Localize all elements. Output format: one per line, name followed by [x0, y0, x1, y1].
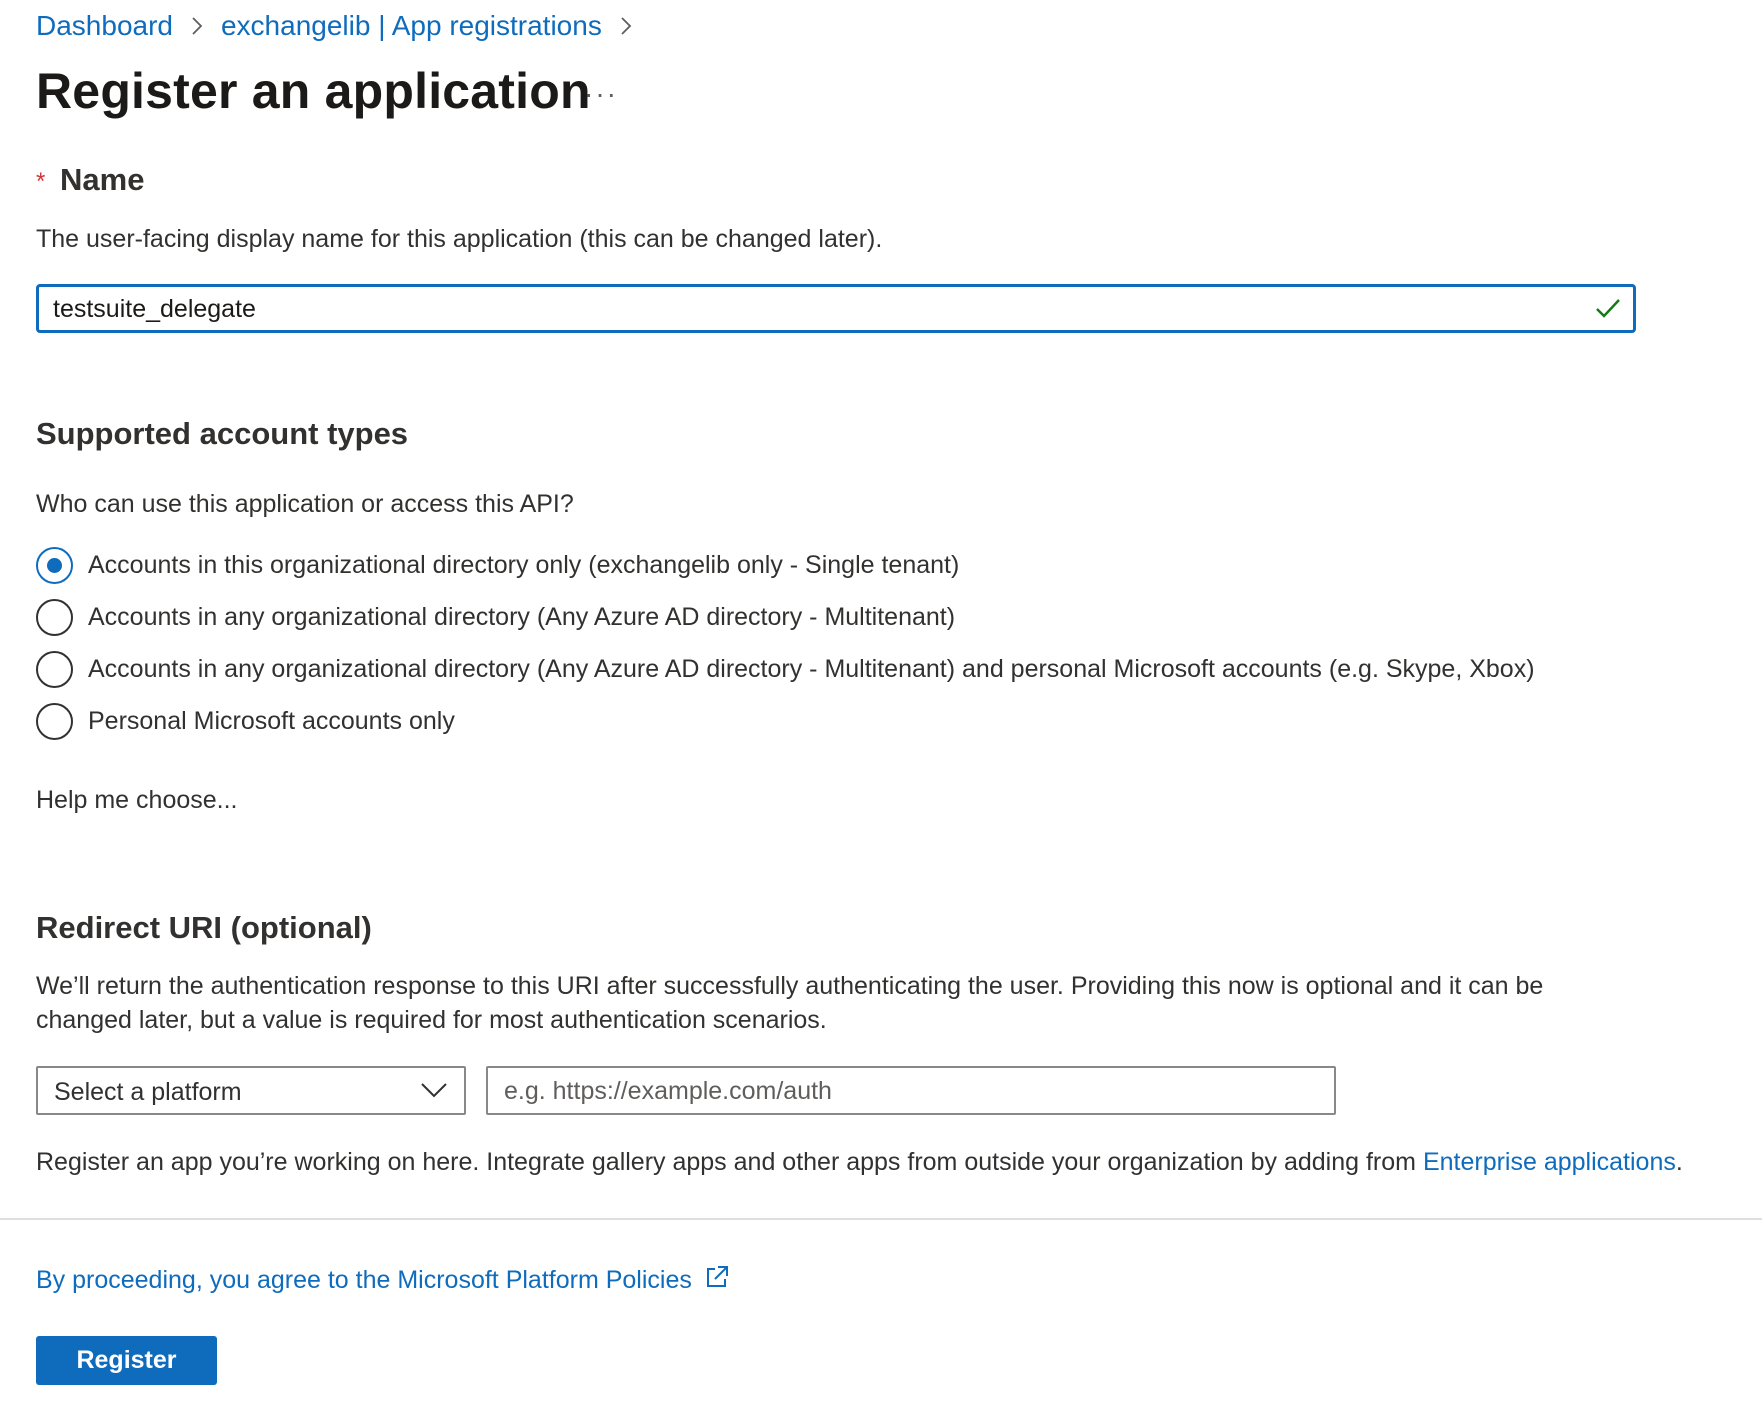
radio-button[interactable] [36, 599, 73, 636]
redirect-uri-heading: Redirect URI (optional) [36, 910, 372, 945]
radio-button-selected[interactable] [36, 547, 73, 584]
radio-button[interactable] [36, 651, 73, 688]
redirect-description-line2: changed later, but a value is required for most authentication scenarios. [36, 1006, 827, 1034]
redirect-uri-input[interactable] [504, 1076, 1304, 1106]
platform-select-value: Select a platform [54, 1078, 242, 1106]
name-description: The user-facing display name for this application (this can be changed later). [36, 225, 883, 253]
policy-row [36, 1264, 730, 1297]
platform-policies-link[interactable]: By proceeding, you agree to the Microsoft Platform Policies [36, 1266, 692, 1294]
radio-label: Accounts in this organizational directory only (exchangelib only - Single tenant) [88, 550, 960, 579]
enterprise-applications-link[interactable]: Enterprise applications [1422, 1148, 1676, 1176]
radio-label: Personal Microsoft accounts only [88, 706, 455, 735]
radio-label: Accounts in any organizational directory (Any Azure AD directory - Multitenant) and personal Microsoft accounts (e.g. Skype, Xbox) [88, 654, 1535, 683]
breadcrumb-app-registrations-link[interactable]: exchangelib | App registrations [220, 10, 602, 41]
account-type-option-multitenant-personal[interactable] [36, 643, 1535, 695]
redirect-description-line1: We’ll return the authentication response to this URI after successfully authenticating the user. Providing this now is optional and it can be [36, 972, 1544, 1000]
chevron-right-icon [191, 16, 203, 36]
account-types-heading: Supported account types [36, 416, 409, 451]
breadcrumb-dashboard-link[interactable]: Dashboard [36, 10, 173, 41]
radio-label: Accounts in any organizational directory (Any Azure AD directory - Multitenant) [88, 602, 956, 631]
external-link-icon[interactable] [704, 1264, 730, 1297]
register-button[interactable]: Register [36, 1336, 217, 1385]
radio-button[interactable] [36, 703, 73, 740]
more-options-icon[interactable]: ··· [584, 78, 618, 109]
chevron-right-icon [620, 16, 632, 36]
account-types-question: Who can use this application or access this API? [36, 490, 574, 518]
enterprise-note-end: . [1675, 1148, 1683, 1176]
redirect-uri-field[interactable] [486, 1066, 1336, 1115]
name-input[interactable] [53, 293, 1553, 325]
name-field[interactable] [36, 284, 1636, 333]
account-type-option-multitenant[interactable] [36, 591, 1535, 643]
required-asterisk: * [36, 168, 46, 195]
account-type-option-single-tenant[interactable] [36, 539, 1535, 591]
breadcrumb [36, 10, 650, 42]
checkmark-icon [1595, 297, 1621, 324]
platform-select[interactable] [36, 1066, 466, 1115]
account-type-radio-group [36, 539, 1535, 747]
name-heading: Name [60, 162, 145, 197]
chevron-down-icon [420, 1082, 448, 1103]
help-me-choose-link[interactable]: Help me choose... [36, 786, 238, 814]
page-title: Register an application [36, 63, 591, 119]
enterprise-note-text: Register an app you’re working on here. Integrate gallery apps and other apps from outside your organization by adding from [36, 1148, 1423, 1176]
account-type-option-personal[interactable] [36, 695, 1535, 747]
divider [0, 1218, 1762, 1220]
enterprise-note [36, 1148, 1683, 1177]
